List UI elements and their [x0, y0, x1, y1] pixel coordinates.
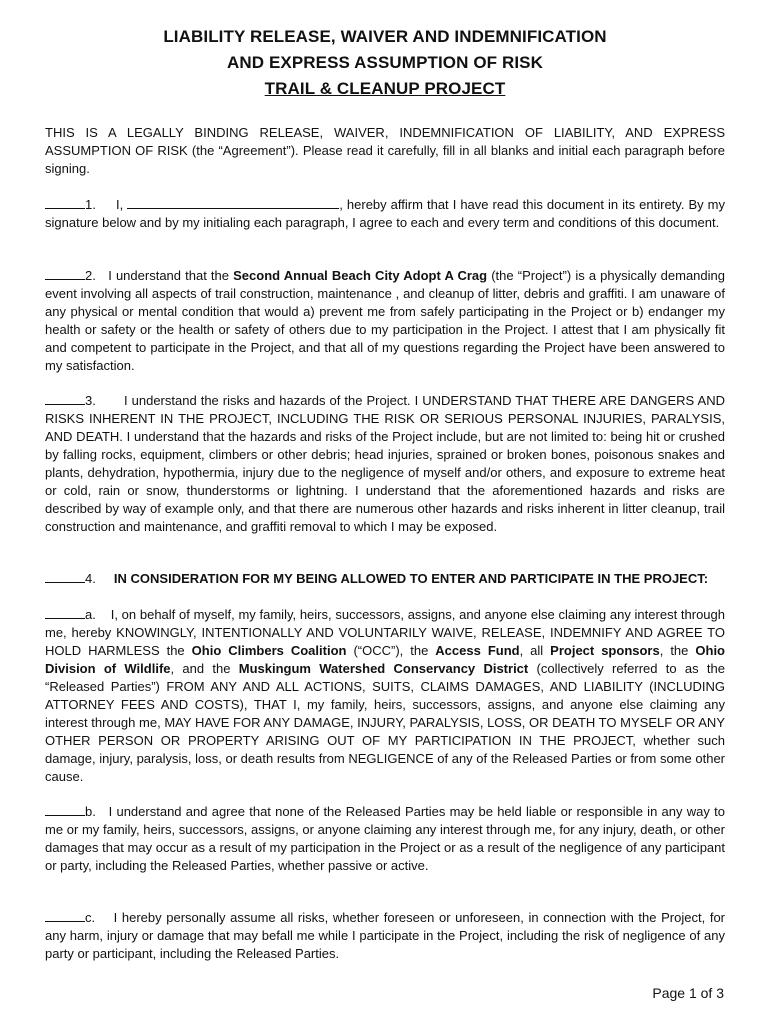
- initial-blank-4c[interactable]: [45, 909, 85, 922]
- initial-blank-3[interactable]: [45, 392, 85, 405]
- released-party: Project sponsors: [550, 643, 660, 658]
- paragraph-number: 1.: [85, 197, 96, 212]
- initial-blank-4a[interactable]: [45, 606, 85, 619]
- paragraph-heading: IN CONSIDERATION FOR MY BEING ALLOWED TO ENTER AND PARTICIPATE IN THE PROJECT:: [113, 571, 709, 586]
- paragraph-2: [45, 267, 725, 375]
- title-line-3: TRAIL & CLEANUP PROJECT: [264, 79, 506, 98]
- paragraph-text: , hereby affirm that I have read this document in its entirety. By my signature below and by my initialing each paragraph, I agree to each and every term and conditions of this document.: [45, 197, 725, 230]
- paragraph-text: I,: [116, 197, 124, 212]
- paragraph-text: I hereby personally assume all risks, whether foreseen or unforeseen, in connection with the Project, for any harm, injury or damage that may befall me while I participate in the Project, including the risk of negligence of any party or participant, including the Released Parties.: [45, 910, 726, 961]
- paragraph-text: (“OCC”), the: [346, 643, 436, 658]
- paragraph-4b: [45, 803, 725, 875]
- title-line-2: AND EXPRESS ASSUMPTION OF RISK: [227, 53, 543, 72]
- paragraph-4: [45, 570, 725, 588]
- paragraph-4a: [45, 606, 725, 786]
- paragraph-number: 2.: [85, 268, 96, 283]
- paragraph-text: , and the: [170, 661, 239, 676]
- released-party: Ohio Climbers Coalition: [191, 643, 347, 658]
- page-number: Page 1 of 3: [652, 985, 724, 1001]
- initial-blank-2[interactable]: [45, 267, 85, 280]
- paragraph-3: [45, 392, 725, 536]
- released-party: Ohio Division of Wildlife: [45, 643, 725, 676]
- project-name: Second Annual Beach City Adopt A Crag: [233, 268, 488, 283]
- released-party: Muskingum Watershed Conservancy District: [238, 661, 529, 676]
- name-blank[interactable]: [127, 196, 339, 209]
- initial-blank-4[interactable]: [45, 570, 85, 583]
- initial-blank-4b[interactable]: [45, 803, 85, 816]
- paragraph-text: I understand the risks and hazards of the Project. I UNDERSTAND THAT THERE ARE DANGERS AND RISKS INHERENT IN THE PROJECT, INCLUDING THE RISK OR SERIOUS PERSONAL INJURIES, PARALYSIS, AND DEATH. I understand that the hazards and risks of the Project include, but are not limited to: being hit or crushed by falling rocks, equipment, climbers or other debris; head injuries, sprained or broken bones, poisonous snakes and plants, dehydration, hypothermia, injury due to the negligence of myself and/or others, and exposure to extreme heat or cold, rain or snow, thunderstorms or lightning. I understand that the aforementioned hazards and risks are described by way of example only, and that there are numerous other hazards and risks inherent in litter cleanup, trail construction and maintenance, and graffiti removal to which I may be exposed.: [45, 393, 725, 534]
- released-party: Access Fund: [435, 643, 520, 658]
- title-line-1: LIABILITY RELEASE, WAIVER AND INDEMNIFICATION: [163, 27, 607, 46]
- paragraph-number: a.: [85, 607, 96, 622]
- paragraph-4c: [45, 909, 725, 963]
- paragraph-number: 4.: [85, 571, 96, 586]
- paragraph-text: , the: [659, 643, 696, 658]
- paragraph-1: [45, 196, 725, 232]
- initial-blank-1[interactable]: [45, 196, 85, 209]
- paragraph-text: I, on behalf of myself, my family, heirs, successors, assigns, and anyone else claiming any interest through me, hereby KNOWINGLY, INTENTIONALLY AND VOLUNTARILY WAIVE, RELEASE, INDEMNIFY AND AGREE TO HOLD HARMLESS the: [45, 607, 725, 658]
- paragraph-number: 3.: [85, 393, 96, 408]
- paragraph-text: , all: [519, 643, 551, 658]
- paragraph-number: c.: [85, 910, 96, 925]
- paragraph-text: (collectively referred to as the “Released Parties”) FROM ANY AND ALL ACTIONS, SUITS, CLAIMS DAMAGES, AND LIABILITY (INCLUDING ATTORNEY FEES AND COSTS), THAT I, my family, heirs, successors, assigns, and anyone else claiming any interest through me, MAY HAVE FOR ANY DAMAGE, INJURY, PARALYSIS, LOSS, OR DEATH TO MYSELF OR ANY OTHER PERSON OR PROPERTY ARISING OUT OF MY PARTICIPATION IN THE PROJECT, whether such damage, injury, paralysis, loss, or death results from NEGLIGENCE of any of the Released Parties or from some other cause.: [45, 661, 726, 784]
- paragraph-text: (the “Project”) is a physically demanding event involving all aspects of trail construction, maintenance , and cleanup of litter, debris and graffiti. I am unaware of any physical or mental condition that would a) prevent me from safely participating in the Project or b) endanger my health or safety or the health or safety of others due to my participation in the Project. I attest that I am physically fit and competent to participate in the Project, and that all of my questions regarding the Project have been answered to my satisfaction.: [45, 268, 725, 373]
- paragraph-number: b.: [85, 804, 96, 819]
- intro-paragraph: THIS IS A LEGALLY BINDING RELEASE, WAIVER, INDEMNIFICATION OF LIABILITY, AND EXPRESS ASSUMPTION OF RISK (the “Agreement”). Please read it carefully, fill in all blanks and initial each paragraph before signing.: [45, 125, 725, 176]
- paragraph-text: I understand and agree that none of the Released Parties may be held liable or responsible in any way to me or my family, heirs, successors, assigns, or anyone claiming any interest through me, for any injury, death, or other damages that may occur as a result of my participation in the Project or as a result of the negligence of any participant or party, including the Released Parties, whether passive or active.: [45, 804, 725, 873]
- paragraph-text: I understand that the: [108, 268, 234, 283]
